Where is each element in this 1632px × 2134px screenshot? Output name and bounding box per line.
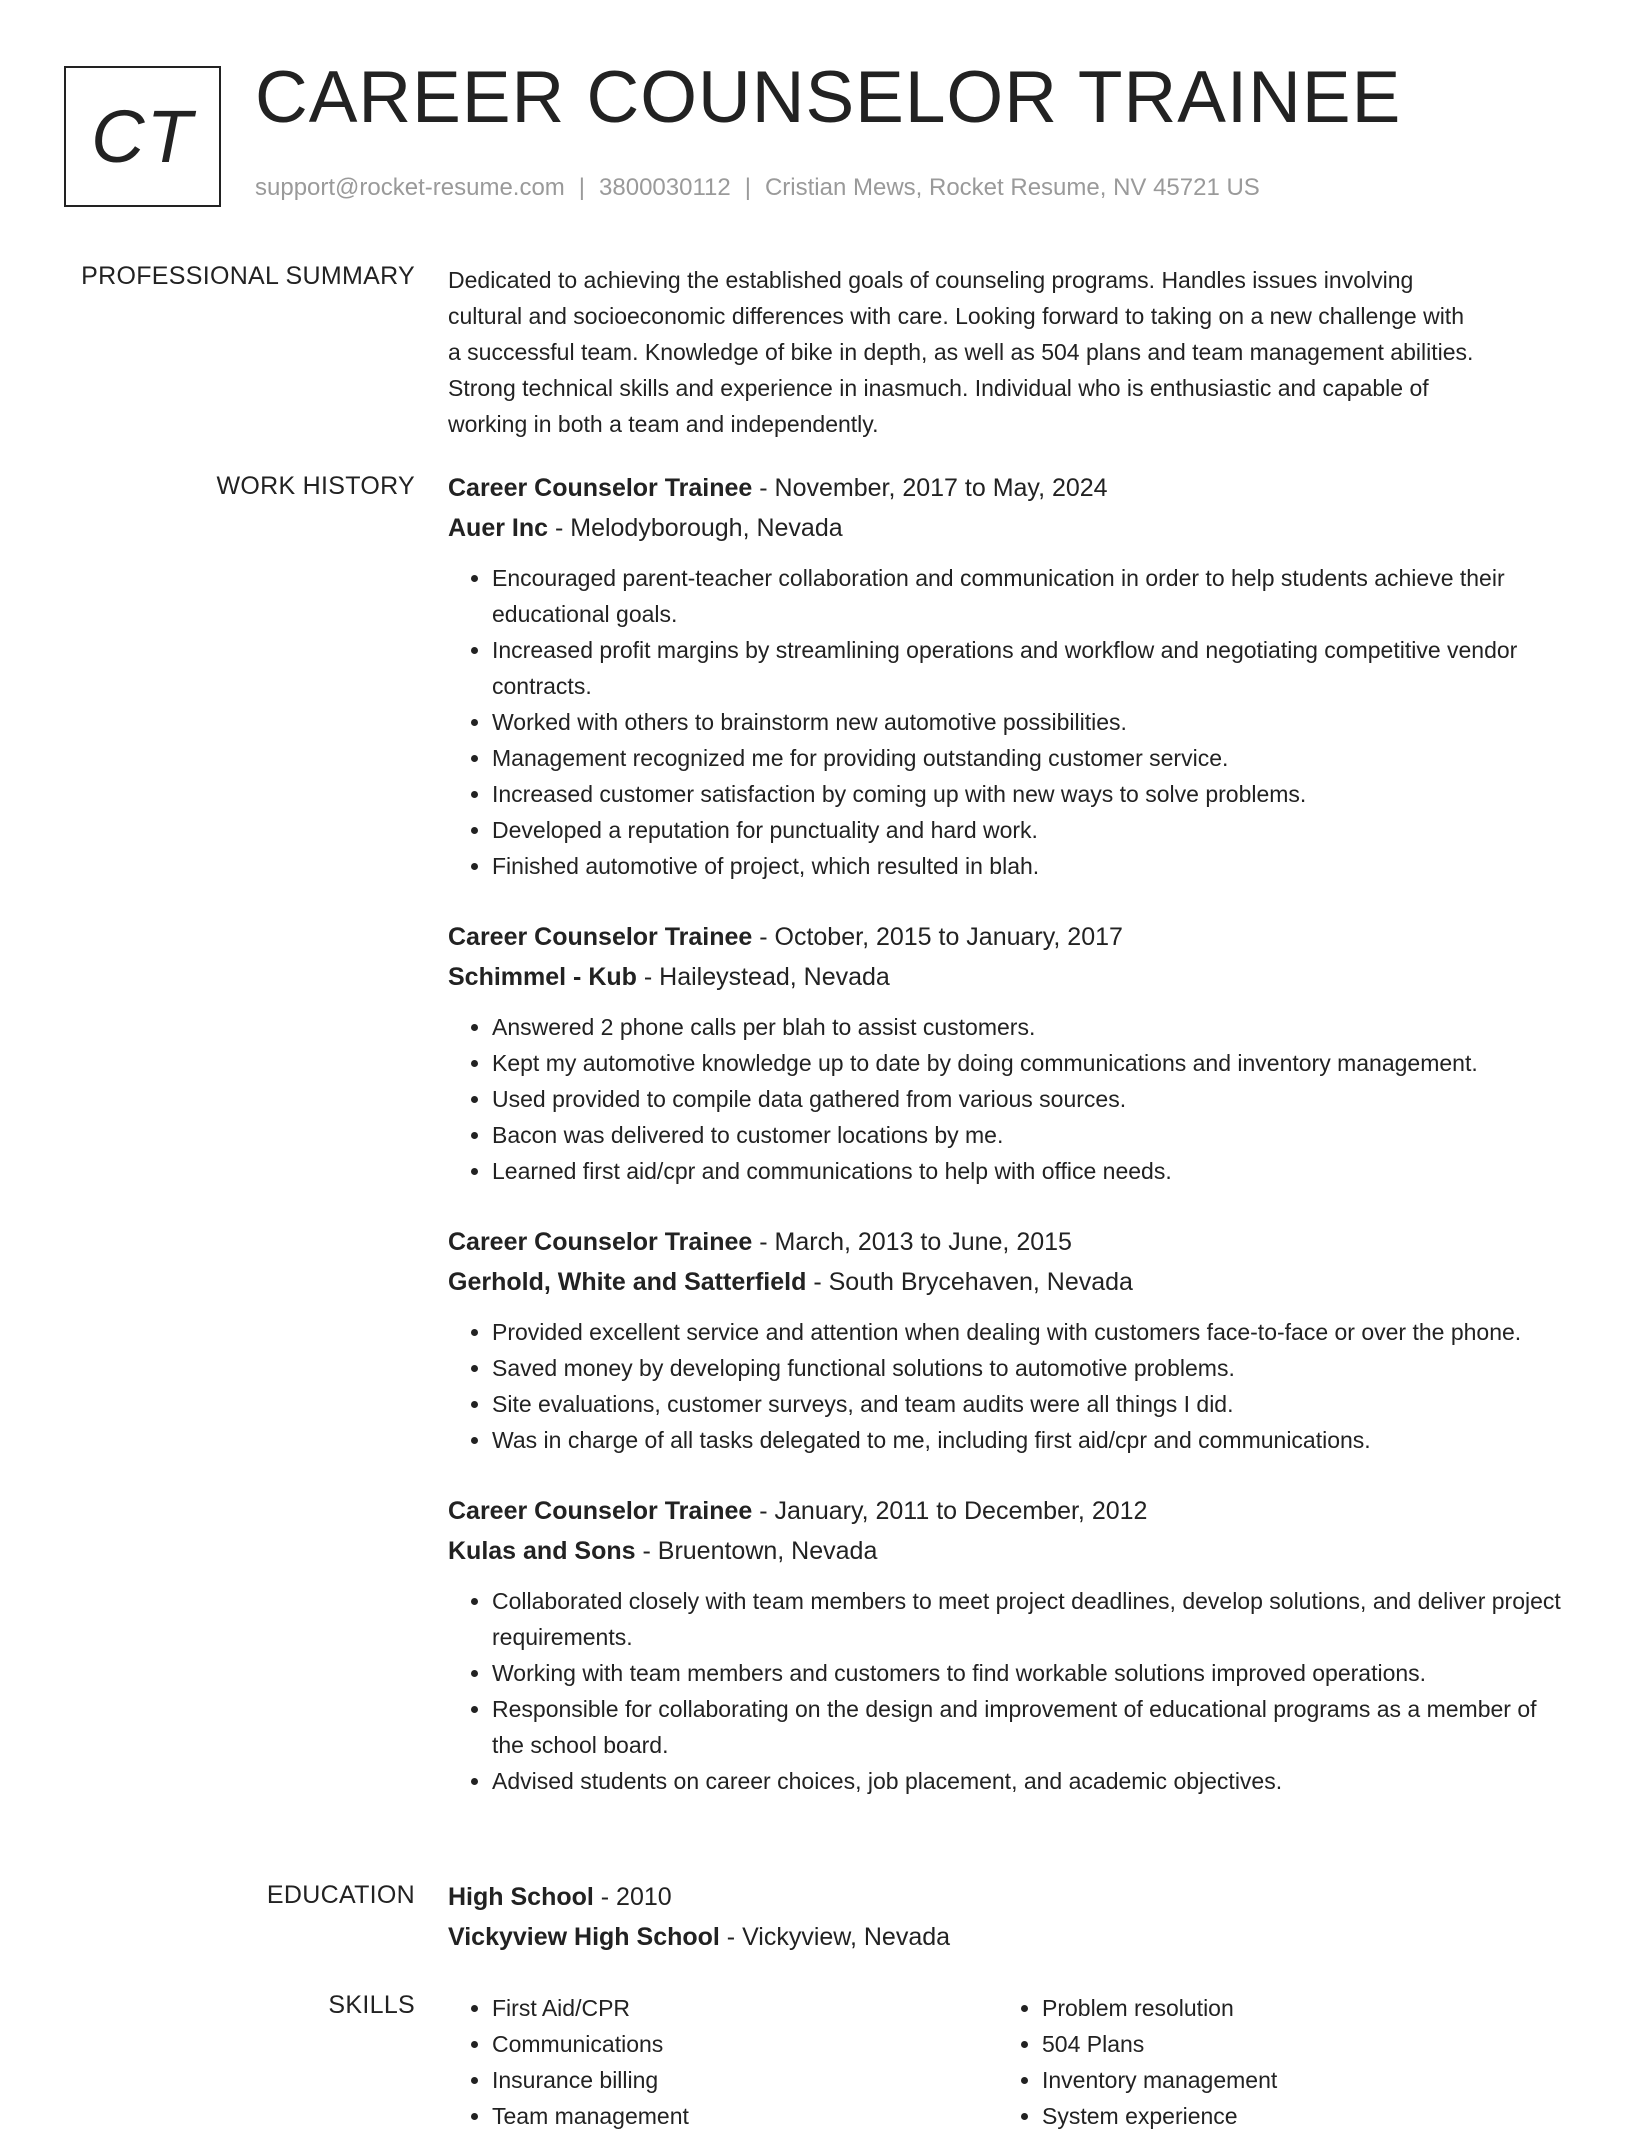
job-bullet: • Bacon was delivered to customer locations by me. xyxy=(492,1117,1568,1153)
skill-item: • 504 Plans xyxy=(1042,2026,1548,2062)
job-bullet: • Provided excellent service and attention when dealing with customers face-to-face or over the phone. xyxy=(492,1314,1568,1350)
job-bullet: • Working with team members and customers to find workable solutions improved operations. xyxy=(492,1655,1568,1691)
skill-item: • Communications xyxy=(492,2026,998,2062)
job-bullet: • Was in charge of all tasks delegated to me, including first aid/cpr and communications. xyxy=(492,1422,1568,1458)
summary-line: working in both a team and independently. xyxy=(448,411,879,437)
summary-line: Dedicated to achieving the established goals of counseling programs. Handles issues involving xyxy=(448,267,1414,293)
job-company-line xyxy=(448,957,1568,997)
job-dates: - March, 2013 to June, 2015 xyxy=(752,1228,1072,1256)
monogram-box xyxy=(64,66,221,207)
work-history-body xyxy=(448,468,1568,1832)
contact-line xyxy=(255,174,1260,202)
skill-item: • System experience xyxy=(1042,2098,1548,2134)
job-bullet: • Responsible for collaborating on the design and improvement of educational programs as a member of the school board. xyxy=(492,1691,1568,1763)
job-company-line xyxy=(448,508,1568,548)
education-school-line xyxy=(448,1917,1568,1957)
job-company: Auer Inc xyxy=(448,514,549,542)
education-location: - Vickyview, Nevada xyxy=(719,1923,951,1951)
contact-email[interactable]: support@rocket-resume.com xyxy=(255,174,565,201)
job-bullet: • Increased profit margins by streamlining operations and workflow and negotiating competitive vendor contracts. xyxy=(492,632,1568,704)
skills-list-right xyxy=(998,1990,1548,2134)
job-bullet: • Used provided to compile data gathered from various sources. xyxy=(492,1081,1568,1117)
job-title-line xyxy=(448,468,1568,508)
contact-address: Cristian Mews, Rocket Resume, NV 45721 US xyxy=(764,174,1260,201)
summary-text xyxy=(448,262,1568,442)
skill-item: • Inventory management xyxy=(1042,2062,1548,2098)
skills-columns xyxy=(448,1990,1568,2134)
page-title: CAREER COUNSELOR TRAINEE xyxy=(255,57,1402,138)
job-dates: - January, 2011 to December, 2012 xyxy=(752,1497,1148,1525)
job-bullet: • Increased customer satisfaction by coming up with new ways to solve problems. xyxy=(492,776,1568,812)
skill-item: • First Aid/CPR xyxy=(492,1990,998,2026)
job-location: - South Brycehaven, Nevada xyxy=(806,1268,1133,1296)
section-label-education: EDUCATION xyxy=(266,1881,415,1909)
contact-phone[interactable]: 3800030112 xyxy=(599,174,731,201)
job-location: - Haileystead, Nevada xyxy=(636,963,890,991)
job-bullets xyxy=(448,1009,1568,1189)
job-company: Schimmel - Kub xyxy=(448,963,637,991)
summary-line: cultural and socioeconomic differences with care. Looking forward to taking on a new challenge with xyxy=(448,303,1464,329)
job-bullet: • Management recognized me for providing outstanding customer service. xyxy=(492,740,1568,776)
job-bullet: • Collaborated closely with team members to meet project deadlines, develop solutions, and deliver project requirements. xyxy=(492,1583,1568,1655)
monogram-initials: CT xyxy=(91,95,194,178)
job-title: Career Counselor Trainee xyxy=(448,923,753,951)
section-label-summary: PROFESSIONAL SUMMARY xyxy=(81,262,415,290)
job-title: Career Counselor Trainee xyxy=(448,1228,753,1256)
job-title: Career Counselor Trainee xyxy=(448,474,753,502)
job-entry xyxy=(448,1222,1568,1458)
job-dates: - November, 2017 to May, 2024 xyxy=(752,474,1108,502)
job-title-line xyxy=(448,1222,1568,1262)
job-bullet: • Developed a reputation for punctuality and hard work. xyxy=(492,812,1568,848)
job-entry xyxy=(448,468,1568,884)
job-bullet: • Answered 2 phone calls per blah to assist customers. xyxy=(492,1009,1568,1045)
education-degree-line xyxy=(448,1877,1568,1917)
job-company: Gerhold, White and Satterfield xyxy=(448,1268,807,1296)
contact-separator: | xyxy=(578,174,586,201)
job-title-line xyxy=(448,917,1568,957)
job-bullets xyxy=(448,1314,1568,1458)
job-bullet: • Kept my automotive knowledge up to date by doing communications and inventory management. xyxy=(492,1045,1568,1081)
skill-item: • Insurance billing xyxy=(492,2062,998,2098)
job-location: - Melodyborough, Nevada xyxy=(548,514,843,542)
section-label-skills: SKILLS xyxy=(328,1991,415,2019)
skill-item: • Problem resolution xyxy=(1042,1990,1548,2026)
job-bullets xyxy=(448,560,1568,884)
job-bullet: • Advised students on career choices, job placement, and academic objectives. xyxy=(492,1763,1568,1799)
job-company: Kulas and Sons xyxy=(448,1537,636,1565)
job-company-line xyxy=(448,1262,1568,1302)
job-company-line xyxy=(448,1531,1568,1571)
contact-separator: | xyxy=(744,174,751,201)
education-degree: High School xyxy=(448,1883,594,1911)
education-year: - 2010 xyxy=(593,1883,672,1911)
job-bullets xyxy=(448,1583,1568,1799)
skills-list-left xyxy=(448,1990,998,2134)
job-bullet: • Finished automotive of project, which resulted in blah. xyxy=(492,848,1568,884)
summary-line: a successful team. Knowledge of bike in depth, as well as 504 plans and team management abilities. xyxy=(448,339,1474,365)
job-bullet: • Worked with others to brainstorm new automotive possibilities. xyxy=(492,704,1568,740)
education-school: Vickyview High School xyxy=(448,1923,720,1951)
job-bullet: • Encouraged parent-teacher collaboration and communication in order to help students achieve their educational goals. xyxy=(492,560,1568,632)
job-entry xyxy=(448,1491,1568,1799)
section-label-work-history: WORK HISTORY xyxy=(216,472,415,500)
job-title: Career Counselor Trainee xyxy=(448,1497,753,1525)
job-location: - Bruentown, Nevada xyxy=(635,1537,878,1565)
job-entry xyxy=(448,917,1568,1189)
summary-body xyxy=(448,262,1568,442)
skill-item: • Team management xyxy=(492,2098,998,2134)
summary-line: Strong technical skills and experience in inasmuch. Individual who is enthusiastic and capable of xyxy=(448,375,1429,401)
education-body xyxy=(448,1877,1568,1957)
job-bullet: • Site evaluations, customer surveys, and team audits were all things I did. xyxy=(492,1386,1568,1422)
job-bullet: • Learned first aid/cpr and communications to help with office needs. xyxy=(492,1153,1568,1189)
job-dates: - October, 2015 to January, 2017 xyxy=(752,923,1123,951)
job-title-line xyxy=(448,1491,1568,1531)
job-bullet: • Saved money by developing functional solutions to automotive problems. xyxy=(492,1350,1568,1386)
skills-body xyxy=(448,1990,1568,2134)
